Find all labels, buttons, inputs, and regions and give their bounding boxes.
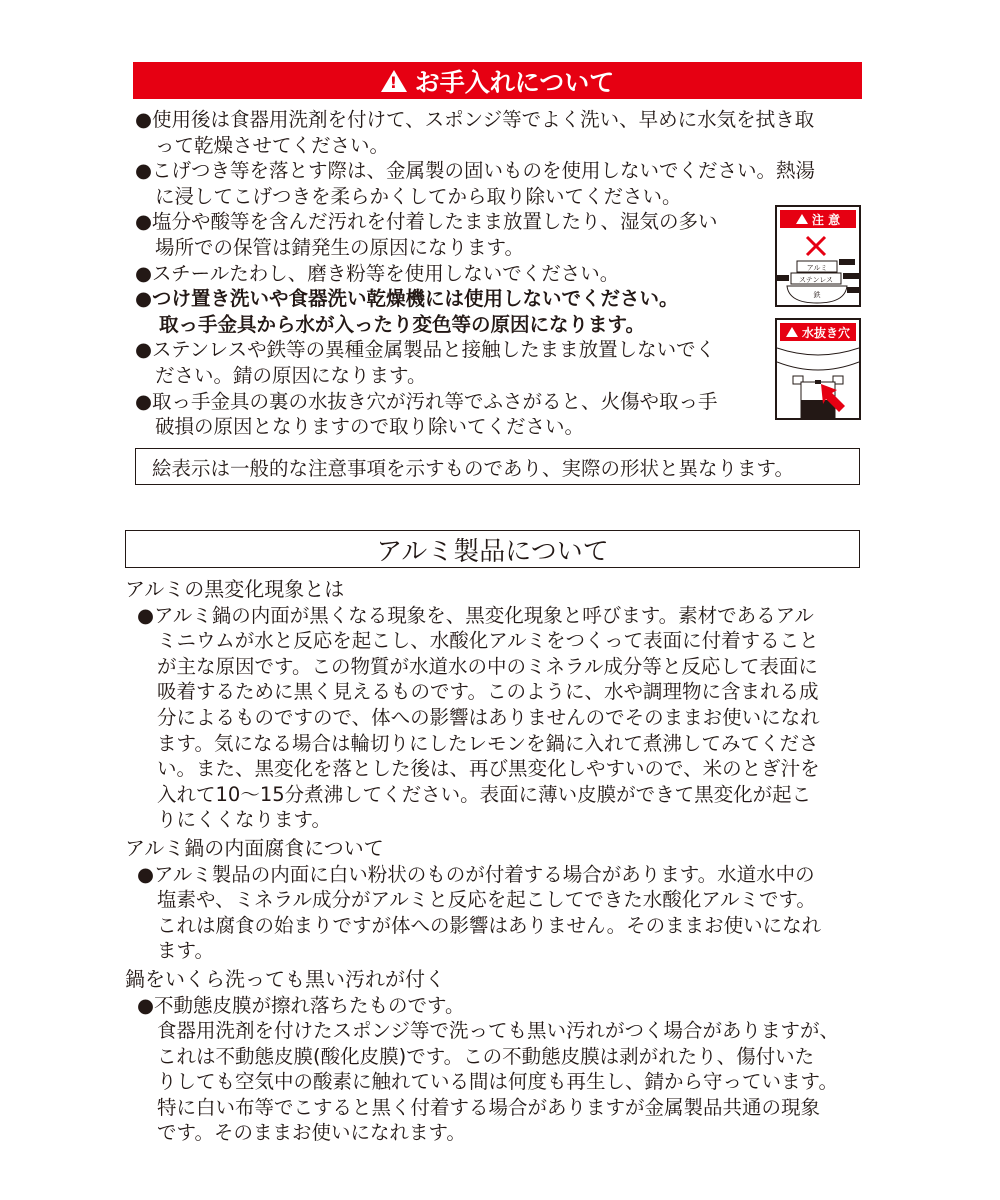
aluminum-title-text: アルミ製品について (376, 536, 609, 567)
care-item-line: 取っ手金具から水が入ったり変色等の原因になります。 (159, 312, 645, 336)
label-aluminum: アルミ (806, 264, 828, 272)
warning-icon (796, 214, 808, 224)
drain-header: 水抜き穴 (801, 325, 850, 340)
warning-icon (786, 327, 798, 337)
care-item-line: って乾燥させてください。 (155, 133, 390, 157)
care-item-line: ●こげつき等を落とす際は、金属製の固いものを使用しないでください。熱湯 (135, 159, 816, 183)
care-item-line: ●スチールたわし、磨き粉等を使用しないでください。 (135, 261, 620, 285)
section-line: ●不動態皮膜が擦れ落ちたものです。 (137, 993, 465, 1017)
care-item (135, 209, 775, 260)
section-line: ます。気になる場合は輪切りにしたレモンを鍋に入れて煮沸してみてくださ (157, 731, 819, 755)
warning-icon (381, 70, 407, 92)
section-line: これは腐食の始まりですが体への影響はありません。そのままお使いになれ (157, 913, 822, 937)
section-line: りしても空気中の酸素に触れている間は何度も再生し、錆から守っています。 (157, 1070, 838, 1094)
care-item (135, 261, 775, 287)
aluminum-title (125, 530, 860, 568)
section-line: 食器用洗剤を付けたスポンジ等で洗っても黒い汚れがつく場合がありますが、 (157, 1019, 840, 1043)
care-item (135, 337, 775, 388)
care-item-line: ●使用後は食器用洗剤を付けて、スポンジ等でよく洗い、早めに水気を拭き取 (135, 108, 815, 131)
care-list (135, 107, 816, 440)
care-item-line: に浸してこげつきを柔らかくしてから取り除いてください。 (155, 184, 682, 208)
label-stainless: ステンレス (798, 276, 834, 284)
section-line: ます。 (157, 939, 214, 963)
label-iron: 鉄 (813, 291, 821, 299)
section-line: これは不動態皮膜(酸化皮膜)です。この不動態皮膜は剥がれたり、傷付いた (157, 1044, 815, 1068)
pan-stack-illustration (777, 231, 859, 307)
care-item-line: ●塩分や酸等を含んだ汚れを付着したまま放置したり、湿気の多い (135, 210, 718, 234)
section-line: りにくくなります。 (157, 808, 331, 832)
care-item (135, 158, 816, 209)
section-line: 分によるものですので、体への影響はありませんのでそのままお使いになれ (157, 705, 820, 729)
care-item-line: 破損の原因となりますので取り除いてください。 (155, 415, 585, 439)
section-line: い。また、黒変化を落とした後は、再び黒変化しやすいので、米のとぎ汁を (157, 757, 820, 781)
disclaimer-note (135, 448, 860, 485)
section-heading: 鍋をいくら洗っても黒い汚れが付く (125, 966, 445, 991)
care-title: お手入れについて (414, 67, 615, 97)
care-item-line: ださい。錆の原因になります。 (155, 363, 427, 387)
care-item-line: ●つけ置き洗いや食器洗い乾燥機には使用しないでください。 (135, 287, 679, 311)
caution-header: 注 意 (811, 212, 841, 227)
section-line: ●アルミ製品の内面に白い粉状のものが付着する場合があります。水道水中の (137, 862, 815, 886)
section-line: です。そのままお使いになれます。 (157, 1121, 466, 1145)
care-item (135, 107, 815, 158)
care-item-line: ●取っ手金具の裏の水抜き穴が汚れ等でふさがると、火傷や取っ手 (135, 389, 718, 413)
care-banner (133, 62, 862, 99)
section-line: ミニウムが水と反応を起こし、水酸化アルミをつくって表面に付着すること (157, 629, 819, 653)
section-line: 特に白い布等でこすると黒く付着する場合がありますが金属製品共通の現象 (157, 1095, 821, 1119)
section-heading: アルミの黒変化現象とは (125, 577, 345, 601)
section-line: ●アルミ鍋の内面が黒くなる現象を、黒変化現象と呼びます。素材であるアル (137, 603, 814, 627)
section-line: 吸着するために黒く見えるものです。このように、水や調理物に含まれる成 (157, 680, 819, 704)
care-item-line: ●ステンレスや鉄等の異種金属製品と接触したまま放置しないでく (135, 338, 716, 362)
section-line: が主な原因です。この物質が水道水の中のミネラル成分等と反応して表面に (157, 654, 818, 678)
caution-icon (775, 205, 861, 307)
handle-illustration (777, 344, 859, 420)
care-item-line: 場所での保管は錆発生の原因になります。 (155, 235, 524, 259)
care-item (135, 389, 775, 440)
note-text: 絵表示は一般的な注意事項を示すものであり、実際の形状と異なります。 (152, 456, 794, 480)
section-line: 入れて10～15分煮沸してください。表面に薄い皮膜ができて黒変化が起こ (157, 782, 812, 806)
section-heading: アルミ鍋の内面腐食について (125, 835, 384, 860)
drain-hole-icon (775, 318, 861, 420)
section-line: 塩素や、ミネラル成分がアルミと反応を起こしてできた水酸化アルミです。 (157, 888, 816, 912)
care-item (135, 286, 775, 337)
aluminum-sections (125, 574, 875, 1146)
